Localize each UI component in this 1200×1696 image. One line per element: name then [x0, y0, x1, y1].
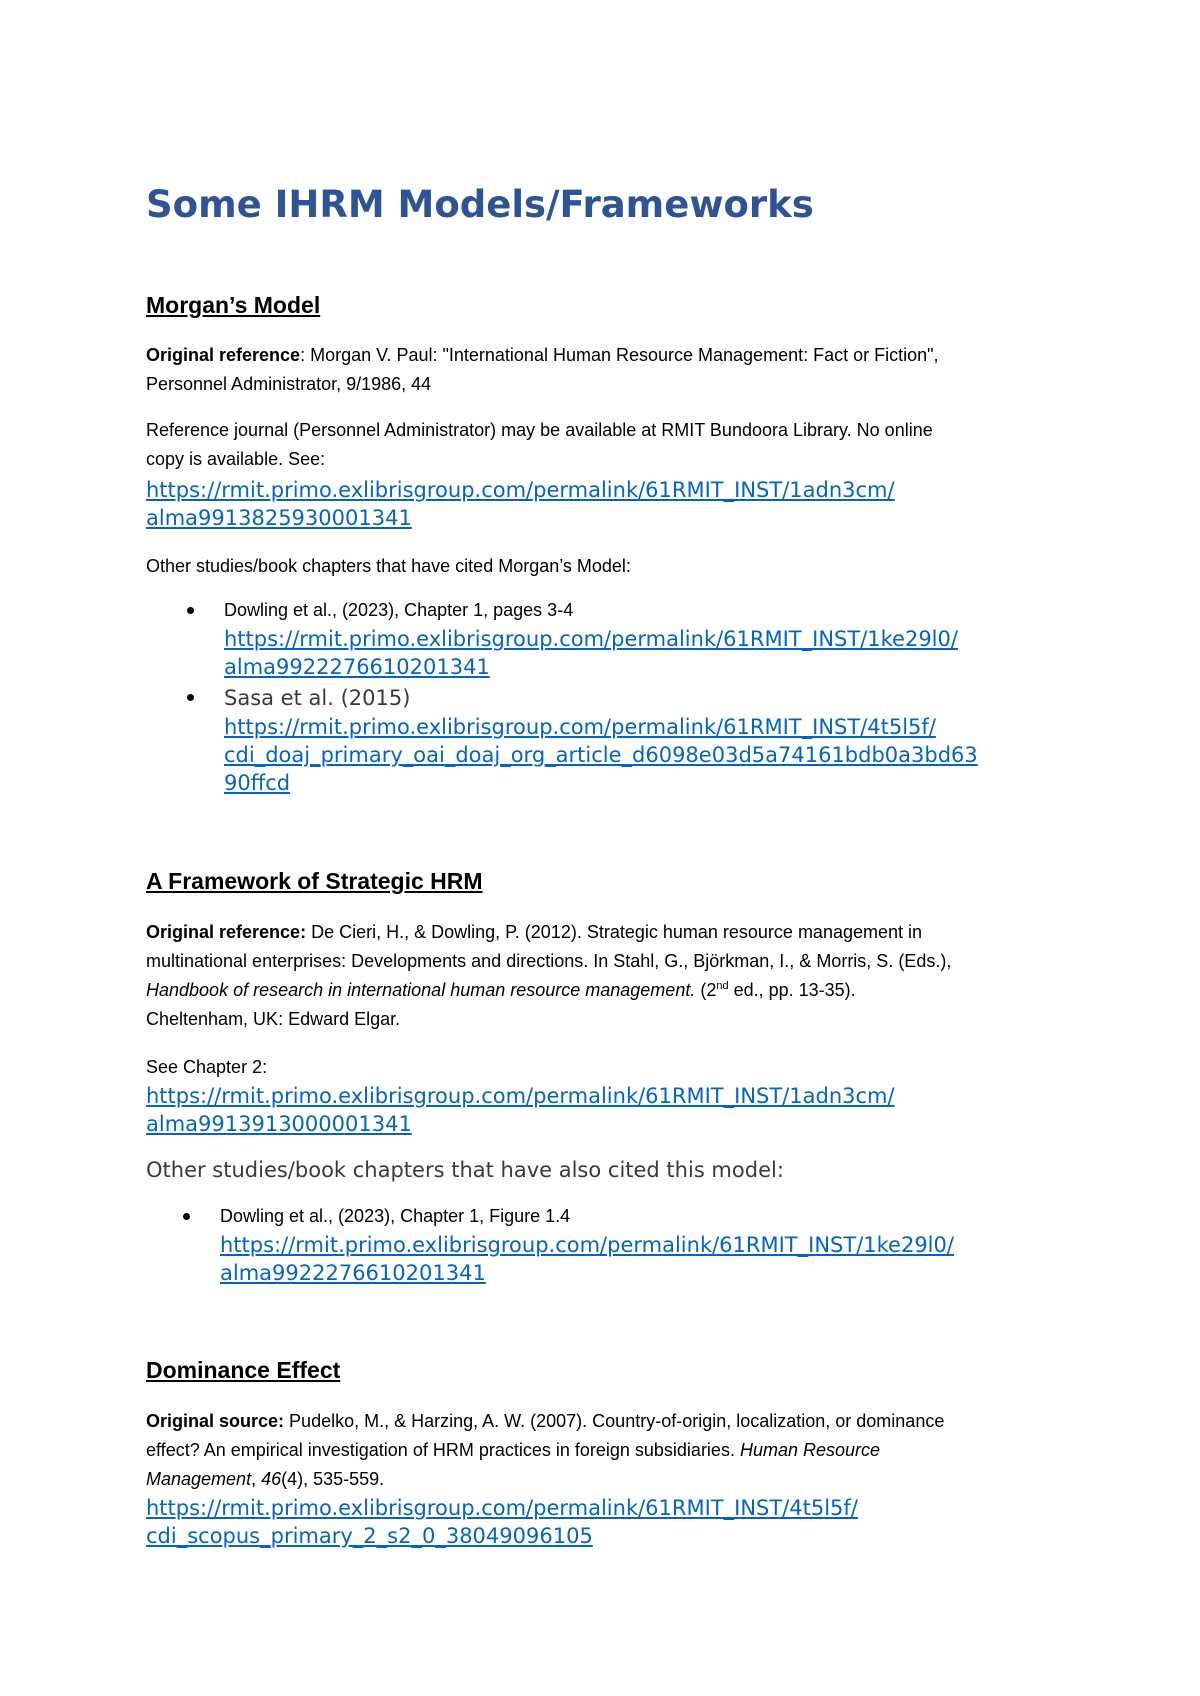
bullet-icon	[183, 1213, 190, 1220]
morgan-cited-item-2: Sasa et al. (2015)	[224, 686, 411, 710]
source-journal-title: Human Resource	[739, 1440, 881, 1460]
original-source-label: Original source:	[146, 1411, 285, 1431]
dominance-source-link[interactable]	[146, 1494, 858, 1550]
morgan-cited-item-2-link[interactable]	[224, 713, 978, 797]
link-line-3: 90ffcd	[224, 771, 291, 795]
strategic-cited-item-1: Dowling et al., (2023), Chapter 1, Figure 1.4	[220, 1206, 571, 1226]
heading-strategic-hrm: A Framework of Strategic HRM	[146, 868, 483, 894]
link-line-2: cdi_scopus_primary_2_s2_0_38049096105	[146, 1524, 593, 1548]
reference-line-2: multinational enterprises: Developments and directions. In Stahl, G., Björkman, I., & Morris, S. (Eds.),	[146, 951, 952, 971]
morgan-cited-intro: Other studies/book chapters that have cited Morgan’s Model:	[146, 556, 631, 576]
source-volume: 46	[261, 1469, 282, 1489]
link-line-2: alma9922276610201341	[220, 1261, 486, 1285]
page-title: Some IHRM Models/Frameworks	[146, 183, 814, 226]
reference-book-title: Handbook of research in international human resource management.	[146, 980, 696, 1000]
link-line-2: cdi_doaj_primary_oai_doaj_org_article_d6098e03d5a74161bdb0a3bd63	[224, 743, 978, 767]
morgan-cited-item-1: Dowling et al., (2023), Chapter 1, pages 3-4	[224, 600, 574, 620]
reference-edition-pre: (2	[695, 980, 717, 1000]
source-line: Pudelko, M., & Harzing, A. W. (2007). Country-of-origin, localization, or dominance	[284, 1411, 945, 1431]
link-line: https://rmit.primo.exlibrisgroup.com/permalink/61RMIT_INST/4t5l5f/	[224, 715, 936, 739]
original-reference-text-2: Personnel Administrator, 9/1986, 44	[146, 374, 432, 394]
morgan-original-reference	[146, 341, 939, 399]
strategic-chapter-link[interactable]	[146, 1082, 895, 1138]
dominance-original-source	[146, 1407, 944, 1494]
source-line-2: effect? An empirical investigation of HRM practices in foreign subsidiaries.	[146, 1440, 740, 1460]
bullet-icon	[187, 694, 194, 701]
reference-publisher: Cheltenham, UK: Edward Elgar.	[146, 1009, 401, 1029]
link-line: https://rmit.primo.exlibrisgroup.com/permalink/61RMIT_INST/1ke29l0/	[224, 627, 958, 651]
morgan-cited-item-1-link[interactable]	[224, 625, 958, 681]
link-line-2: alma9922276610201341	[224, 655, 490, 679]
source-journal-title-2: Management	[146, 1469, 252, 1489]
source-separator: ,	[251, 1469, 262, 1489]
journal-note-line: Reference journal (Personnel Administrator) may be available at RMIT Bundoora Library. No online	[146, 420, 933, 440]
link-line-2: alma9913913000001341	[146, 1112, 412, 1136]
strategic-original-reference	[146, 918, 951, 1034]
original-reference-label: Original reference	[146, 345, 301, 365]
source-issue-pages: (4), 535-559.	[281, 1469, 385, 1489]
morgan-library-link[interactable]	[146, 476, 895, 532]
heading-morgans-model: Morgan’s Model	[146, 292, 321, 318]
reference-edition-post: ed., pp. 13-35).	[728, 980, 856, 1000]
strategic-cited-intro: Other studies/book chapters that have also cited this model:	[146, 1158, 784, 1182]
link-line: https://rmit.primo.exlibrisgroup.com/permalink/61RMIT_INST/1adn3cm/	[146, 478, 895, 502]
heading-dominance-effect: Dominance Effect	[146, 1357, 341, 1383]
original-reference-label: Original reference:	[146, 922, 307, 942]
reference-line: De Cieri, H., & Dowling, P. (2012). Strategic human resource management in	[306, 922, 923, 942]
link-line-2: alma9913825930001341	[146, 506, 412, 530]
reference-edition-sup: nd	[716, 980, 729, 992]
strategic-cited-item-1-link[interactable]	[220, 1231, 954, 1287]
link-line: https://rmit.primo.exlibrisgroup.com/permalink/61RMIT_INST/1adn3cm/	[146, 1084, 895, 1108]
strategic-see-chapter: See Chapter 2:	[146, 1057, 268, 1077]
link-line: https://rmit.primo.exlibrisgroup.com/permalink/61RMIT_INST/1ke29l0/	[220, 1233, 954, 1257]
original-reference-text: : Morgan V. Paul: "International Human Resource Management: Fact or Fiction",	[300, 345, 939, 365]
morgan-journal-note	[146, 416, 933, 474]
bullet-icon	[187, 607, 194, 614]
link-line: https://rmit.primo.exlibrisgroup.com/permalink/61RMIT_INST/4t5l5f/	[146, 1496, 858, 1520]
journal-note-line-2: copy is available. See:	[146, 449, 326, 469]
